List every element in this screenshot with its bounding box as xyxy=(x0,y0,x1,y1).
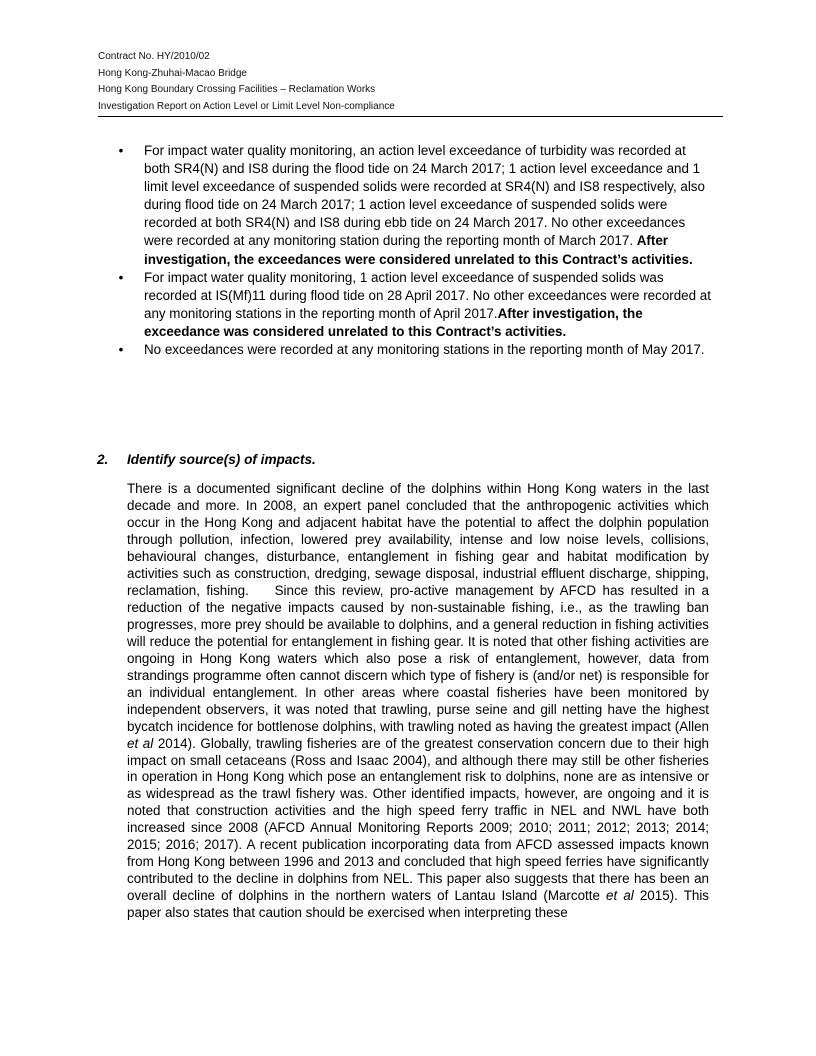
exceedance-bullet-list xyxy=(113,142,713,359)
section-number: 2. xyxy=(97,452,109,467)
bullet-conclusion: After investigation, the exceedances were considered unrelated to this Contract’s activities. xyxy=(144,233,693,267)
section-title: Identify source(s) of impacts. xyxy=(127,452,316,467)
header-divider xyxy=(98,116,723,117)
bullet-icon: • xyxy=(118,143,124,158)
header-report-title: Investigation Report on Action Level or Limit Level Non-compliance xyxy=(98,100,395,112)
bullet-icon: • xyxy=(118,269,124,285)
body-paragraph xyxy=(127,481,709,922)
bullet-icon: • xyxy=(118,342,124,358)
citation-et-al: et al xyxy=(127,735,154,751)
header-facility-name: Hong Kong Boundary Crossing Facilities – Reclamation Works xyxy=(98,84,376,96)
body-text-part-2: 2014). Globally, trawling fisheries are of the greatest conservation concern due to their high impact on small cetaceans (Ross and Isaac 2004), and although there may still be other fisheries in operation in Hong Kong which pose an entanglement risk to dolphins, none are as intensive or as widespread as the trawl fishery was. Other identified impacts, however, are ongoing and it is noted that construction activities and the high speed ferry traffic in NEL and NWL have both increased since 2008 (AFCD Annual Monitoring Reports 2009; 2010; 2011; 2012; 2013; 2014; 2015; 2016; 2017). A recent publication incorporating data from AFCD assessed impacts known from Hong Kong between 1996 and 2013 and concluded that high speed ferries have significantly contributed to the decline in dolphins from NEL. This paper also suggests that there has been an overall decline of dolphins in the northern waters of Lantau Island (Marcotte xyxy=(127,735,709,904)
citation-et-al: et al xyxy=(606,888,634,904)
bullet-text: No exceedances were recorded at any monitoring stations in the reporting month of May 2017. xyxy=(144,342,705,358)
body-text-part-1: There is a documented significant decline of the dolphins within Hong Kong waters in the last decade and more. In 2008, an expert panel concluded that the anthropogenic activities which occur in the Hong Kong and adjacent habitat have the potential to affect the dolphin population through pollution, infection, lowered prey availability, intense and low noise levels, collisions, behavioural changes, disturbance, entanglement in fishing gear and habitat modification by activities such as construction, dredging, sewage disposal, industrial effluent discharge, shipping, reclamation, fishing. Since this review, pro-active management by AFCD has resulted in a reduction of the negative impacts caused by non-sustainable fishing, i.e., as the trawling ban progresses, more prey should be available to dolphins, and a general reduction in fishing activities will reduce the potential for entanglement in fishing gear. It is noted that other fishing activities are ongoing in Hong Kong waters which also pose a risk of entanglement, however, data from strandings programme often cannot discern which type of fishery is (and/or net) is responsible for an individual entanglement. In other areas where coastal fisheries have been monitored by independent observers, it was noted that trawling, purse seine and gill netting have the highest bycatch incidence for bottlenose dolphins, with trawling noted as having the greatest impact (Allen xyxy=(127,481,709,734)
bullet-item-may xyxy=(113,341,713,359)
header-contract-number: Contract No. HY/2010/02 xyxy=(98,51,210,62)
body-text-part-3: 2015). This paper also states that caution should be exercised when interpreting these xyxy=(127,888,709,921)
bullet-text: For impact water quality monitoring, an action level exceedance of turbidity was recorded at both SR4(N) and IS8 during the flood tide on 24 March 2017; 1 action level exceedance and 1 limit level exceedance of suspended solids were recorded at SR4(N) and IS8 respectively, also during flood tide on 24 March 2017; 1 action level exceedance of suspended solids were recorded at both SR4(N) and IS8 during ebb tide on 24 March 2017. No other exceedances were recorded at any monitoring station during the reporting month of March 2017. xyxy=(144,143,705,249)
bullet-text: For impact water quality monitoring, 1 action level exceedance of suspended solids was recorded at IS(Mf)11 during flood tide on 28 April 2017. No other exceedances were recorded at any monitoring stations in the reporting month of April 2017. xyxy=(144,269,711,321)
bullet-item-march xyxy=(113,142,713,269)
section-heading xyxy=(97,451,717,469)
header-project-name: Hong Kong-Zhuhai-Macao Bridge xyxy=(98,67,247,79)
bullet-conclusion: After investigation, the exceedance was considered unrelated to this Contract’s activities. xyxy=(144,305,643,339)
bullet-item-april xyxy=(113,269,713,341)
document-header xyxy=(98,49,722,115)
